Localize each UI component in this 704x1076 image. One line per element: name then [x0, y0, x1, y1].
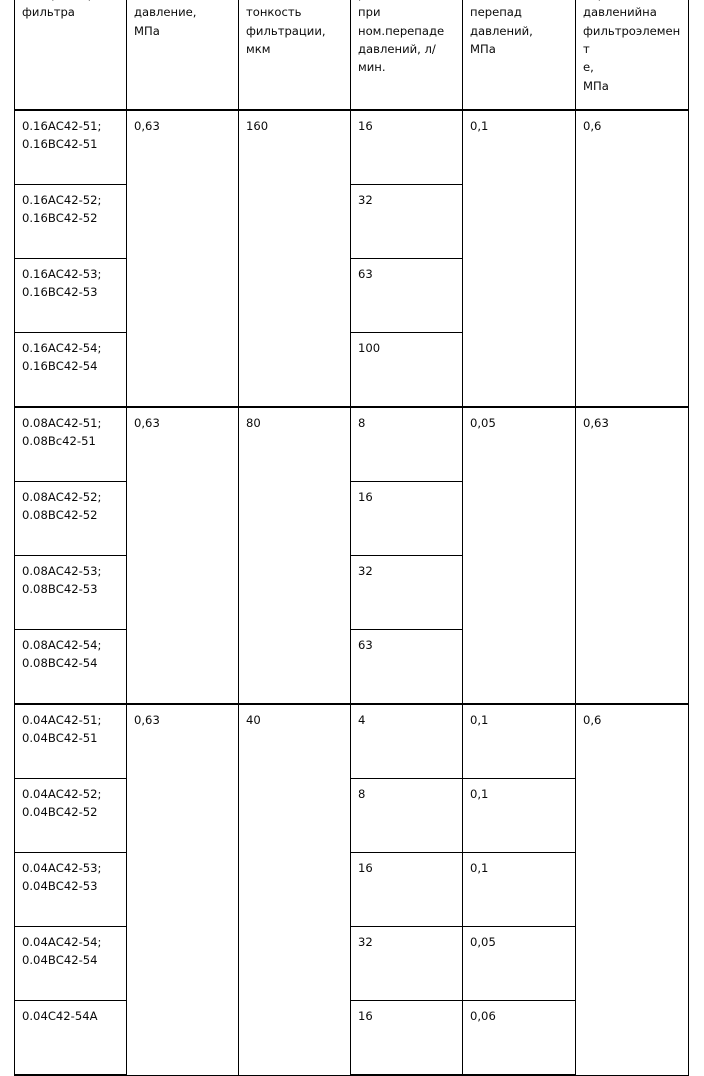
filter-specification-table: [14, 0, 689, 1076]
cell-flow-rate: 16: [351, 482, 463, 556]
cell-element-pressure-drop: 0,63: [576, 407, 689, 704]
filter-designation-line: 0.04ВС42-54: [22, 953, 98, 968]
cell-flow-rate: 8: [351, 779, 463, 853]
cell-filter-size: [15, 482, 127, 556]
cell-flow-rate: 32: [351, 927, 463, 1001]
cell-nominal-pressure-drop: 0,05: [463, 407, 576, 704]
cell-nominal-pressure-drop: 0,1: [463, 704, 576, 779]
header-line: ном.перепаде: [358, 23, 445, 38]
column-header-nominal-pressure-drop: [463, 0, 576, 110]
cell-nominal-pressure-drop: 0,1: [463, 779, 576, 853]
filter-designation-line: 0.16АС42-53;: [22, 267, 102, 281]
cell-filter-size: [15, 927, 127, 1001]
header-line: давлений, л/: [358, 41, 436, 56]
table-body: [15, 110, 689, 1075]
cell-filter-size: [15, 1001, 127, 1076]
cell-flow-rate: 8: [351, 407, 463, 482]
cell-nominal-pressure-drop: 0,05: [463, 927, 576, 1001]
filter-designation-line: 0.04ВС42-53: [22, 879, 98, 894]
header-line: МПа: [470, 41, 496, 56]
header-line: давлений,: [470, 23, 533, 38]
header-line: мин.: [358, 60, 386, 75]
cell-filter-size: [15, 630, 127, 705]
cell-filtration-fineness: 80: [239, 407, 351, 704]
filter-designation-line: 0.04АС42-54;: [22, 935, 102, 949]
header-line: при: [358, 5, 381, 20]
cell-element-pressure-drop: 0,6: [576, 110, 689, 407]
filter-designation-line: 0.04ВС42-52: [22, 805, 98, 820]
filter-designation-line: 0.16АС42-52;: [22, 193, 102, 207]
column-header-nominal-pressure: [127, 0, 239, 110]
column-header-element-pressure-drop: [576, 0, 689, 110]
filter-designation-line: 0.04АС42-51;: [22, 713, 102, 727]
header-line: перепад: [470, 5, 522, 20]
header-line: е,: [583, 60, 594, 75]
header-line: фильтроэлемент: [583, 23, 681, 56]
cell-filter-size: [15, 110, 127, 185]
column-header-filtration-fineness: [239, 0, 351, 110]
filter-designation-line: 0.16ВС42-53: [22, 285, 98, 300]
cell-filter-size: [15, 779, 127, 853]
header-line: тонкость: [246, 5, 302, 20]
filter-designation-line: 0.16ВС42-54: [22, 359, 98, 374]
cell-flow-rate: 4: [351, 704, 463, 779]
cell-filtration-fineness: 40: [239, 704, 351, 1075]
cell-filter-size: [15, 556, 127, 630]
header-line: МПа: [134, 23, 160, 38]
cell-filtration-fineness: 160: [239, 110, 351, 407]
filter-designation-line: 0.08ВС42-53: [22, 582, 98, 597]
cell-filter-size: [15, 853, 127, 927]
filter-designation-line: 0.16АС42-54;: [22, 341, 102, 355]
filter-designation-line: 0.08АС42-53;: [22, 564, 102, 578]
cell-nominal-pressure-drop: 0,1: [463, 853, 576, 927]
header-line: МПа: [583, 78, 609, 93]
cell-filter-size: [15, 333, 127, 408]
cell-filter-size: [15, 185, 127, 259]
filter-designation-line: 0.04С42-54А: [22, 1009, 98, 1023]
cell-element-pressure-drop: 0,6: [576, 704, 689, 1075]
filter-designation-line: 0.16ВС42-52: [22, 211, 98, 226]
column-header-flow-rate: [351, 0, 463, 110]
filter-designation-line: 0.04ВС42-51: [22, 731, 98, 746]
header-line: фильтрации,: [246, 23, 326, 38]
cell-nominal-pressure-drop: 0,1: [463, 110, 576, 407]
cell-flow-rate: 16: [351, 110, 463, 185]
filter-designation-line: 0.08АС42-51;: [22, 416, 102, 430]
cell-flow-rate: 63: [351, 259, 463, 333]
header-line: фильтра: [22, 5, 75, 20]
cell-flow-rate: 63: [351, 630, 463, 705]
filter-designation-line: 0.16ВС42-51: [22, 137, 98, 152]
filter-designation-line: 0.08Вс42-51: [22, 434, 96, 449]
cell-filter-size: [15, 407, 127, 482]
cell-flow-rate: 32: [351, 185, 463, 259]
table-row: [15, 704, 689, 779]
cell-nominal-pressure: 0,63: [127, 110, 239, 407]
header-line: мкм: [246, 41, 271, 56]
cell-flow-rate: 16: [351, 853, 463, 927]
cell-nominal-pressure-drop: 0,06: [463, 1001, 576, 1076]
table-row: [15, 110, 689, 185]
filter-designation-line: 0.08АС42-52;: [22, 490, 102, 504]
cell-flow-rate: 16: [351, 1001, 463, 1076]
cell-flow-rate: 100: [351, 333, 463, 408]
column-header-filter-size: [15, 0, 127, 110]
table-row: [15, 407, 689, 482]
cell-nominal-pressure: 0,63: [127, 704, 239, 1075]
filter-designation-line: 0.04АС42-52;: [22, 787, 102, 801]
filter-designation-line: 0.08АС42-54;: [22, 638, 102, 652]
cell-nominal-pressure: 0,63: [127, 407, 239, 704]
header-line: давление,: [134, 5, 197, 20]
cell-filter-size: [15, 704, 127, 779]
filter-designation-line: 0.08ВС42-52: [22, 508, 98, 523]
filter-designation-line: 0.16АС42-51;: [22, 119, 102, 133]
filter-designation-line: 0.04АС42-53;: [22, 861, 102, 875]
cell-flow-rate: 32: [351, 556, 463, 630]
table-header: [15, 0, 689, 110]
header-line: давленийна: [583, 5, 657, 20]
cell-filter-size: [15, 259, 127, 333]
header-row: [15, 0, 689, 110]
filter-designation-line: 0.08ВС42-54: [22, 656, 98, 671]
